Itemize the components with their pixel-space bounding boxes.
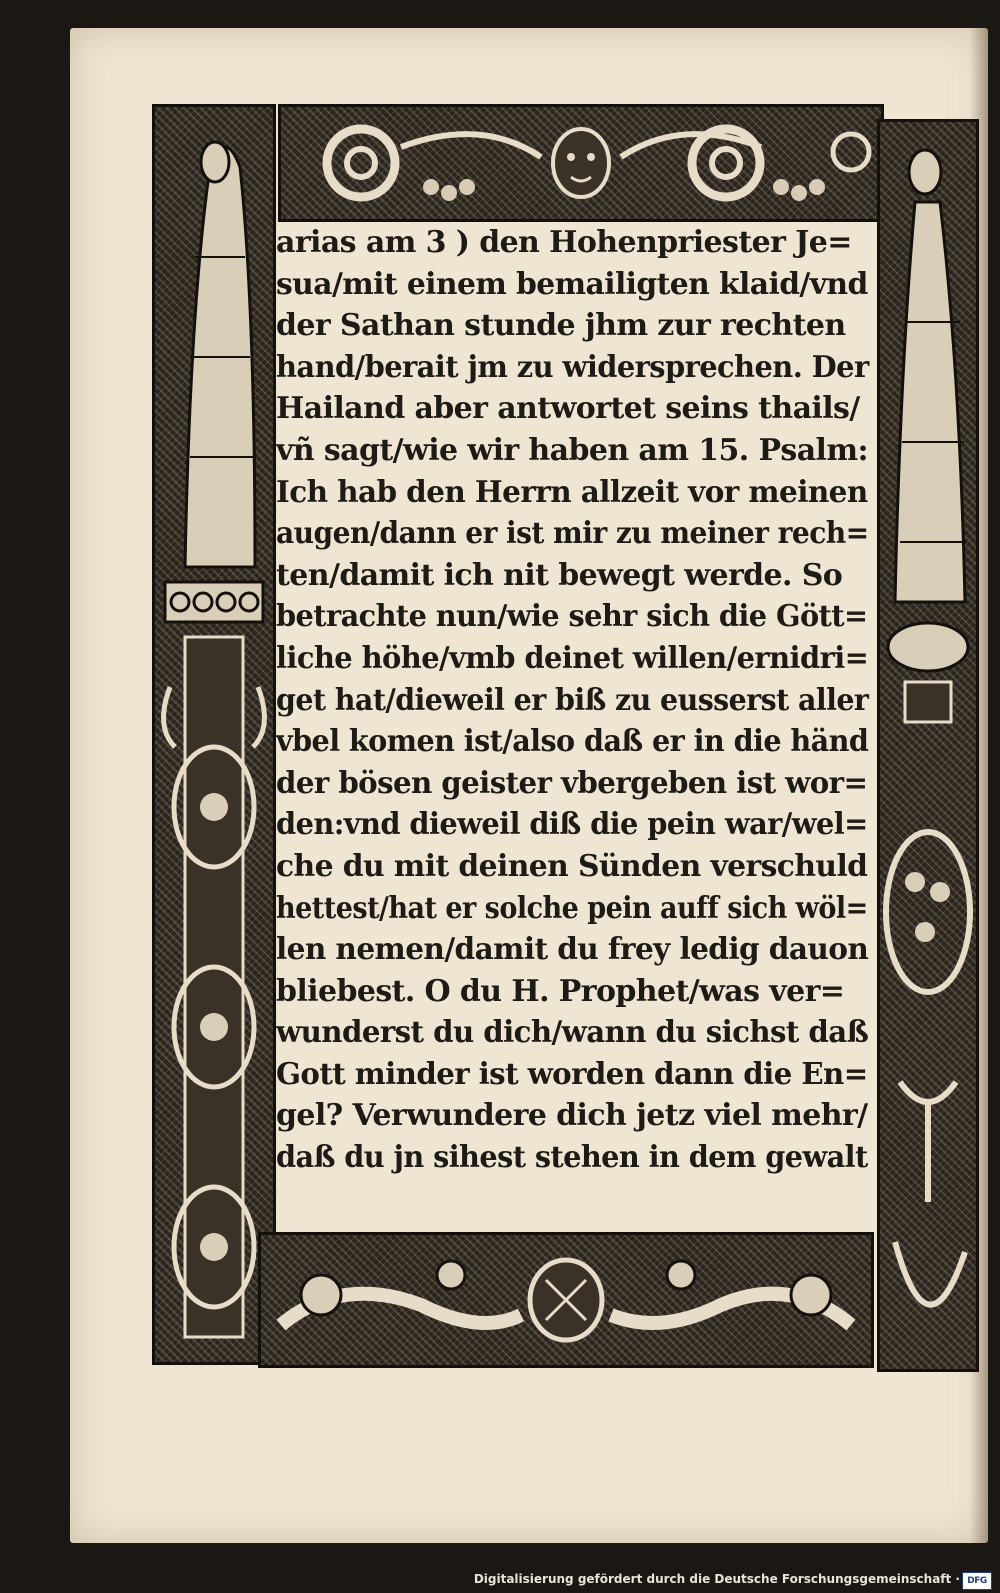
text-line: che du mit deinen Sünden verschuld — [276, 848, 868, 884]
text-line: wunderst du dich/wann du sichst daß — [276, 1015, 869, 1051]
bottom-ornament-woodcut — [258, 1232, 874, 1368]
funding-footer — [0, 1568, 1000, 1593]
text-line: der Sathan stunde jhm zur rechten — [276, 308, 846, 344]
text-line: augen/dann er ist mir zu meiner rech= — [276, 516, 869, 552]
standing-figure-and-column-graphic — [155, 107, 273, 1362]
text-line: hettest/hat er solche pein auff sich wöl= — [276, 890, 868, 926]
top-ornament-woodcut — [278, 104, 884, 222]
right-ornament-woodcut — [877, 119, 979, 1372]
text-line: den:vnd dieweil diß die pein war/wel= — [276, 807, 868, 843]
text-line: gel? Verwundere dich jetz viel mehr/ — [276, 1098, 868, 1134]
scroll-ornament-graphic — [281, 107, 881, 219]
dfg-logo: DFG — [962, 1572, 992, 1590]
text-line: daß du jn sihest stehen in dem gewalt — [276, 1140, 868, 1176]
text-line: len nemen/damit du frey ledig dauon — [276, 932, 869, 968]
text-line: ten/damit ich nit bewegt werde. So — [276, 557, 843, 593]
text-line: betrachte nun/wie sehr sich die Gött= — [276, 599, 868, 635]
text-line: Gott minder ist worden dann die En= — [276, 1056, 868, 1092]
text-line: vbel komen ist/also daß er in die händ — [276, 724, 869, 760]
funding-notice: Digitalisierung gefördert durch die Deutsche Forschungsgemeinschaft · — [473, 1572, 960, 1586]
text-line: Ich hab den Herrn allzeit vor meinen — [276, 474, 868, 510]
reclining-putti-graphic — [261, 1235, 871, 1365]
body-text — [276, 222, 868, 1227]
text-line: get hat/dieweil er biß zu eusserst aller — [276, 682, 869, 718]
text-line: hand/berait jm zu widersprechen. Der — [276, 349, 869, 385]
text-line: der bösen geister vbergeben ist wor= — [276, 765, 868, 801]
text-line: liche höhe/vmb deinet willen/ernidri= — [276, 640, 869, 676]
text-line: Hailand aber antwortet seins thails/ — [276, 391, 860, 427]
text-line: sua/mit einem bemailigten klaid/vnd — [276, 266, 868, 302]
female-figure-and-trophy-graphic — [880, 122, 976, 1369]
left-ornament-woodcut — [152, 104, 276, 1365]
text-line: bliebest. O du H. Prophet/was ver= — [276, 973, 845, 1009]
text-line: vñ sagt/wie wir haben am 15. Psalm: — [276, 432, 868, 468]
text-line: arias am 3 ) den Hohenpriester Je= — [276, 225, 852, 260]
